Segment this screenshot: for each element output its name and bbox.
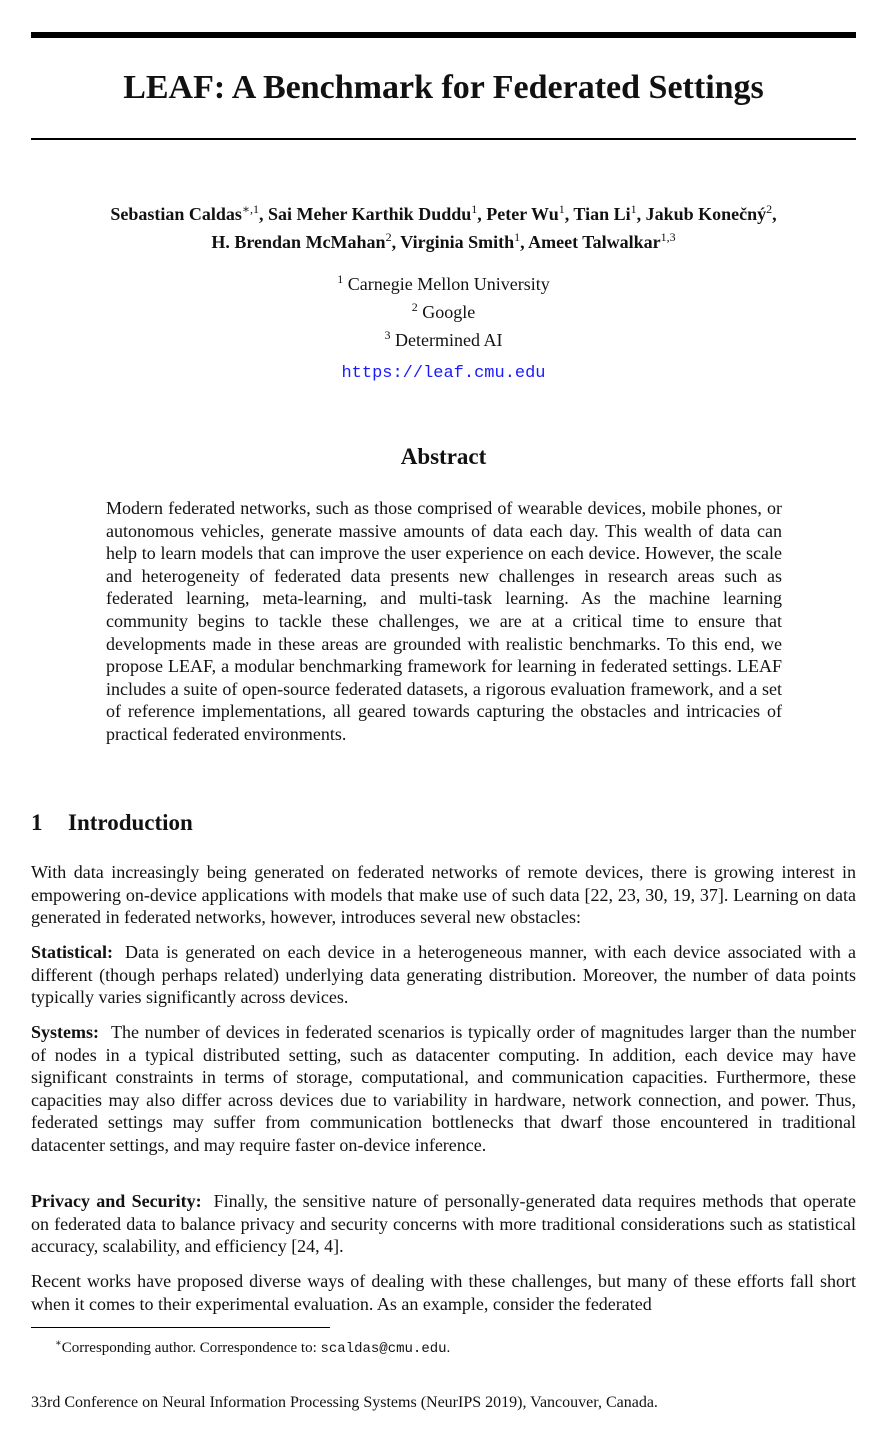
section-heading [31, 810, 193, 836]
author-affil-mark: 2 [385, 230, 392, 244]
author-name: Tian Li [573, 204, 631, 224]
footnote-mark: ∗ [55, 1338, 62, 1349]
systems-paragraph [31, 1021, 856, 1157]
author-affil-mark: 1 [558, 202, 565, 216]
venue-note: 33rd Conference on Neural Information Processing Systems (NeurIPS 2019), Vancouver, Canada. [31, 1394, 658, 1411]
statistical-label: Statistical: [31, 942, 113, 962]
systems-label: Systems: [31, 1022, 99, 1042]
affiliation: $^3$ Determined AI [384, 328, 503, 350]
paper-title: LEAF: A Benchmark for Federated Settings [123, 69, 764, 106]
author-name: Sai Meher Karthik Duddu [268, 204, 472, 224]
privacy-paragraph [31, 1190, 856, 1258]
footnote-email: scaldas@cmu.edu [320, 1341, 447, 1357]
affiliation-list [31, 268, 856, 352]
title-top-rule [31, 32, 856, 38]
abstract-text: Modern federated networks, such as those comprised of wearable devices, mobile phones, or autonomous vehicles, generate massive amounts of data each day. This wealth of data can help to learn models that can improve the user experience on each device. However, the scale and heterogeneity of federated data presents new challenges in research areas such as federated learning, meta-learning, and multi-task learning. As the machine learning community begins to tackle these challenges, we are at a critical time to ensure that developments made in these areas are grounded with realistic benchmarks. To this end, we propose LEAF, a modular benchmarking framework for learning in federated settings. LEAF includes a suite of open-source federated datasets, a rigorous evaluation framework, and a set of reference implementations, all geared towards capturing the obstacles and intricacies of practical federated environments. [106, 498, 782, 744]
author-name: Virginia Smith [400, 232, 515, 252]
author-name: H. Brendan McMahan [211, 232, 386, 252]
author-affil-mark: 1 [630, 202, 637, 216]
author-name: Peter Wu [486, 204, 559, 224]
systems-text: The number of devices in federated scenarios is typically order of magnitudes larger than the number of nodes in a typical distributed setting, such as datacenter computing. In addition, each device may have significant constraints in terms of storage, computational, and communication capacities. Furthermore, these capacities may also differ across devices due to variability in hardware, network connection, and power. Thus, federated settings may suffer from communication bottlenecks that dwarf those encountered in traditional datacenter settings, and may require faster on-device inference. [31, 1022, 856, 1155]
author-affil-mark: 1 [471, 202, 478, 216]
section-title: Introduction [68, 810, 193, 835]
author-affil-mark: 2 [766, 202, 773, 216]
author-affil-mark: ∗,1 [241, 202, 260, 216]
privacy-text: Finally, the sensitive nature of personally-generated data requires methods that operate on federated data to balance privacy and security concerns with more traditional considerations such as statistical accuracy, scalability, and efficiency [24, 4]. [31, 1191, 856, 1257]
recent-works-paragraph: Recent works have proposed diverse ways of dealing with these challenges, but many of these efforts fall short when it comes to their experimental evaluation. As an example, consider the federated [31, 1271, 856, 1314]
privacy-label: Privacy and Security: [31, 1191, 202, 1211]
footnote-rule [31, 1327, 330, 1328]
affiliation: $^1$ Carnegie Mellon University [337, 272, 550, 294]
title-bottom-rule [31, 138, 856, 140]
affiliation: $^2$ Google [411, 300, 476, 322]
author-name: Ameet Talwalkar [528, 232, 661, 252]
author-affil-mark: 1 [514, 230, 521, 244]
footnote-text: Corresponding author. Correspondence to: [61, 1340, 321, 1356]
author-affil-mark: 1,3 [660, 230, 676, 244]
statistical-text: Data is generated on each device in a heterogeneous manner, with each device associated with a different (though perhaps related) underlying data generating distribution. Moreover, the number of data points typically varies significantly across devices. [31, 942, 856, 1008]
section-number: 1 [31, 810, 43, 835]
statistical-paragraph [31, 941, 856, 1009]
author-list: Sebastian Caldas$^{∗,1}$, Sai Meher Karthik Duddu$^1$, Peter Wu$^1$, Tian Li$^1$, Jakub Konečný$^2$, H. Brendan McMahan$^2$, Virginia Smith$^1$, Ameet Talwalkar$^{1,3}$ [110, 202, 777, 252]
author-name: Sebastian Caldas [110, 204, 242, 224]
footnote: ∗Corresponding author. Correspondence to: scaldas@cmu.edu. [55, 1338, 451, 1357]
intro-paragraph: With data increasingly being generated on federated networks of remote devices, there is growing interest in empowering on-device applications with models that make use of such data [22, 23, 30, 19, 37]. Learning on data generated in federated networks, however, introduces several new obstacles: [31, 862, 856, 928]
abstract-heading: Abstract [400, 444, 487, 469]
project-url-link[interactable]: https://leaf.cmu.edu [341, 364, 546, 383]
author-name: Jakub Konečný [645, 204, 767, 224]
